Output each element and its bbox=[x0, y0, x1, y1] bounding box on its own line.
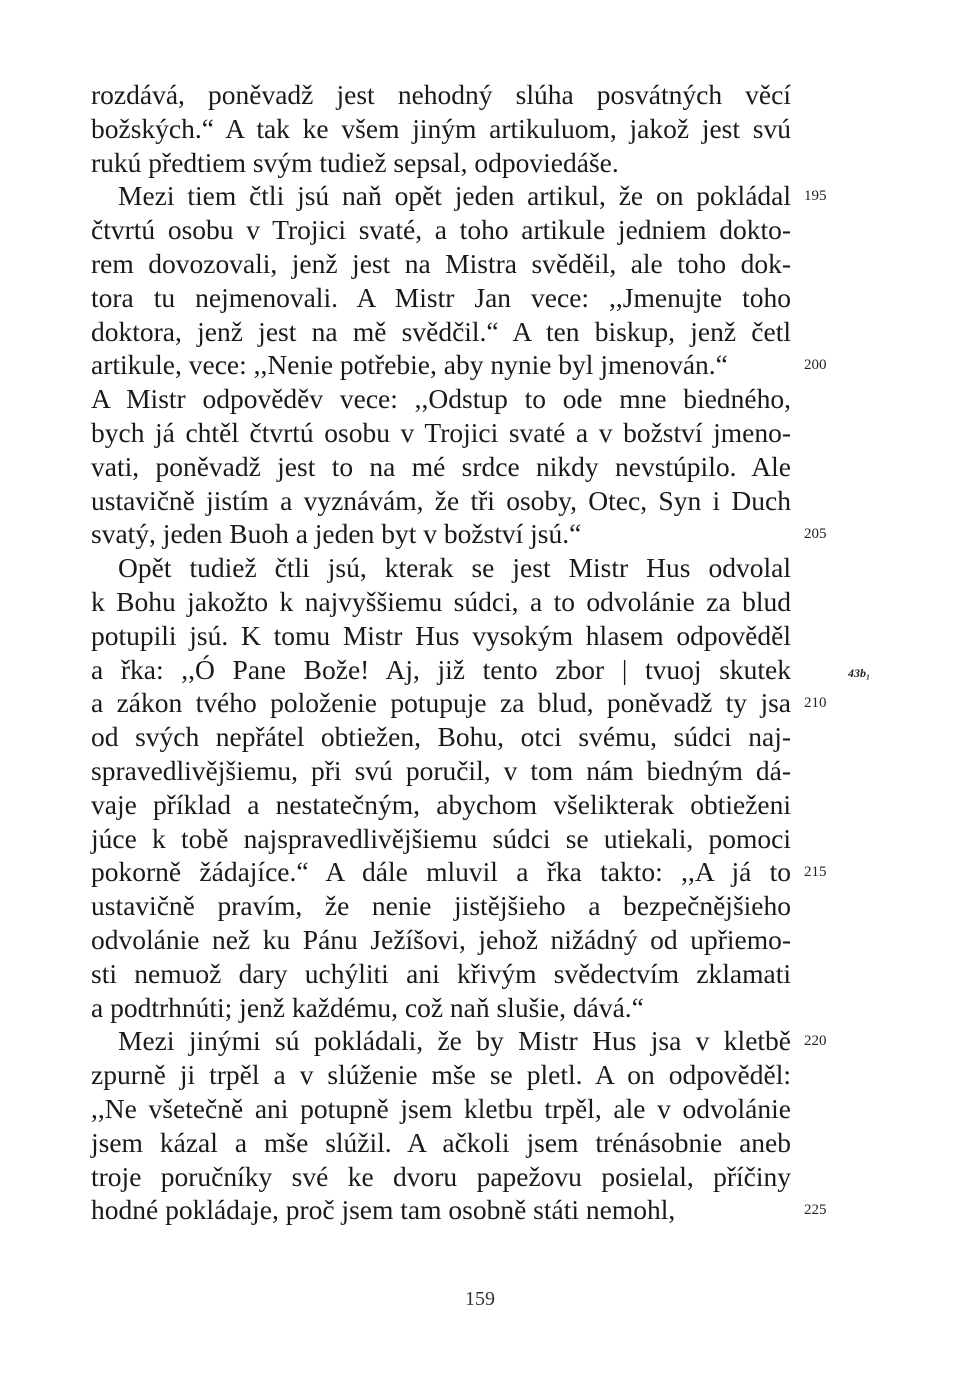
text-line: čtvrtú osobu v Trojici svaté, a toho artikule jedniem dokto- bbox=[91, 214, 791, 246]
text-line: tora tu nejmenovali. A Mistr Jan vece: ,,Jmenujte toho bbox=[91, 281, 791, 313]
line-number: 215 bbox=[804, 864, 827, 881]
text-line: a řka: ,,Ó Pane Bože! Aj, již tento zbor | tvuoj skutek bbox=[91, 653, 791, 685]
text-line: Mezi tiem čtli jsú naň opět jeden artikul, že on pokládal bbox=[118, 180, 791, 212]
text-line: pokorně žádajíce.“ A dále mluvil a řka takto: ,,A já to bbox=[91, 856, 791, 888]
folio-mark: 43b₁ bbox=[848, 666, 871, 680]
text-line: spravedlivějšiemu, při svú poručil, v tom nám biedným dá- bbox=[91, 755, 791, 786]
text-line: jsem kázal a mše slúžil. A ačkoli jsem trénásobnie aneb bbox=[91, 1126, 791, 1158]
text-line: božských.“ A tak ke všem jiným artikuluom, jakož jest svú bbox=[91, 112, 791, 144]
line-number: 200 bbox=[804, 357, 827, 374]
text-line: k Bohu jakožto k najvyššiemu súdci, a to odvolánie za blud bbox=[91, 586, 791, 617]
text-line: sti nemuož dary uchýliti ani křivým svědectvím zklamati bbox=[91, 957, 791, 989]
line-number: 205 bbox=[804, 526, 827, 543]
line-number: 210 bbox=[804, 695, 827, 712]
line-number: 225 bbox=[804, 1202, 827, 1219]
text-line: júce k tobě najspravedlivějšiemu súdci se utiekali, pomoci bbox=[91, 822, 791, 854]
text-line: A Mistr odpověděv vece: ,,Odstup to ode mne biedného, bbox=[91, 383, 791, 415]
text-line: a podtrhnúti; jenž každému, což naň slušie, dává.“ bbox=[91, 991, 644, 1023]
text-line: odvolánie než ku Pánu Ježíšovi, jehož nižádný od upřiemo- bbox=[91, 924, 791, 955]
text-line: potupili jsú. K tomu Mistr Hus vysokým hlasem odpověděl bbox=[91, 619, 791, 651]
text-line: vaje příklad a nestatečným, abychom všelikterak obtieženi bbox=[91, 788, 791, 820]
text-line: Mezi jinými sú pokládali, že by Mistr Hus jsa v kletbě bbox=[118, 1025, 791, 1057]
line-number: 220 bbox=[804, 1033, 827, 1050]
text-line: ustavičně jistím a vyznávám, že tři osoby, Otec, Syn i Duch bbox=[91, 484, 791, 516]
text-line: bych já chtěl čtvrtú osobu v Trojici svaté a v božství jmeno- bbox=[91, 417, 791, 448]
text-line: a zákon tvého položenie potupuje za blud, poněvadž ty jsa bbox=[91, 687, 791, 719]
line-number: 195 bbox=[804, 188, 827, 205]
text-line: doktora, jenž jest na mě svědčil.“ A ten biskup, jenž četl bbox=[91, 315, 791, 347]
text-line: od svých nepřátel obtiežen, Bohu, otci svému, súdci naj- bbox=[91, 721, 791, 753]
text-line: svatý, jeden Buoh a jeden byt v božství jsú.“ bbox=[91, 518, 582, 550]
page-number: 159 bbox=[465, 1288, 495, 1310]
text-line: troje poručníky své ke dvoru papežovu posielal, příčiny bbox=[91, 1160, 791, 1192]
text-line: hodné pokládaje, proč jsem tam osobně státi nemohl, bbox=[91, 1194, 676, 1226]
text-line: Opět tudiež čtli jsú, kterak se jest Mistr Hus odvolal bbox=[118, 552, 791, 584]
text-line: rukú předtiem svým tudiež sepsal, odpoviedáše. bbox=[91, 146, 619, 178]
text-line: rem dovozovali, jenž jest na Mistra svěděil, ale toho dok- bbox=[91, 248, 791, 279]
text-line: ,,Ne všetečně ani potupně jsem kletbu trpěl, ale v odvolánie bbox=[91, 1093, 791, 1124]
text-line: vati, poněvadž jest to na mé srdce nikdy nevstúpilo. Ale bbox=[91, 450, 791, 482]
text-line: rozdává, poněvadž jest nehodný slúha posvátných věcí bbox=[91, 79, 791, 110]
text-line: ustavičně pravím, že nenie jistějšieho a bezpečnějšieho bbox=[91, 890, 791, 922]
text-line: artikule, vece: ,,Nenie potřebie, aby nynie byl jmenován.“ bbox=[91, 349, 728, 381]
text-line: zpurně ji trpěl a v slúženie mše se pletl. A on odpověděl: bbox=[91, 1059, 791, 1091]
